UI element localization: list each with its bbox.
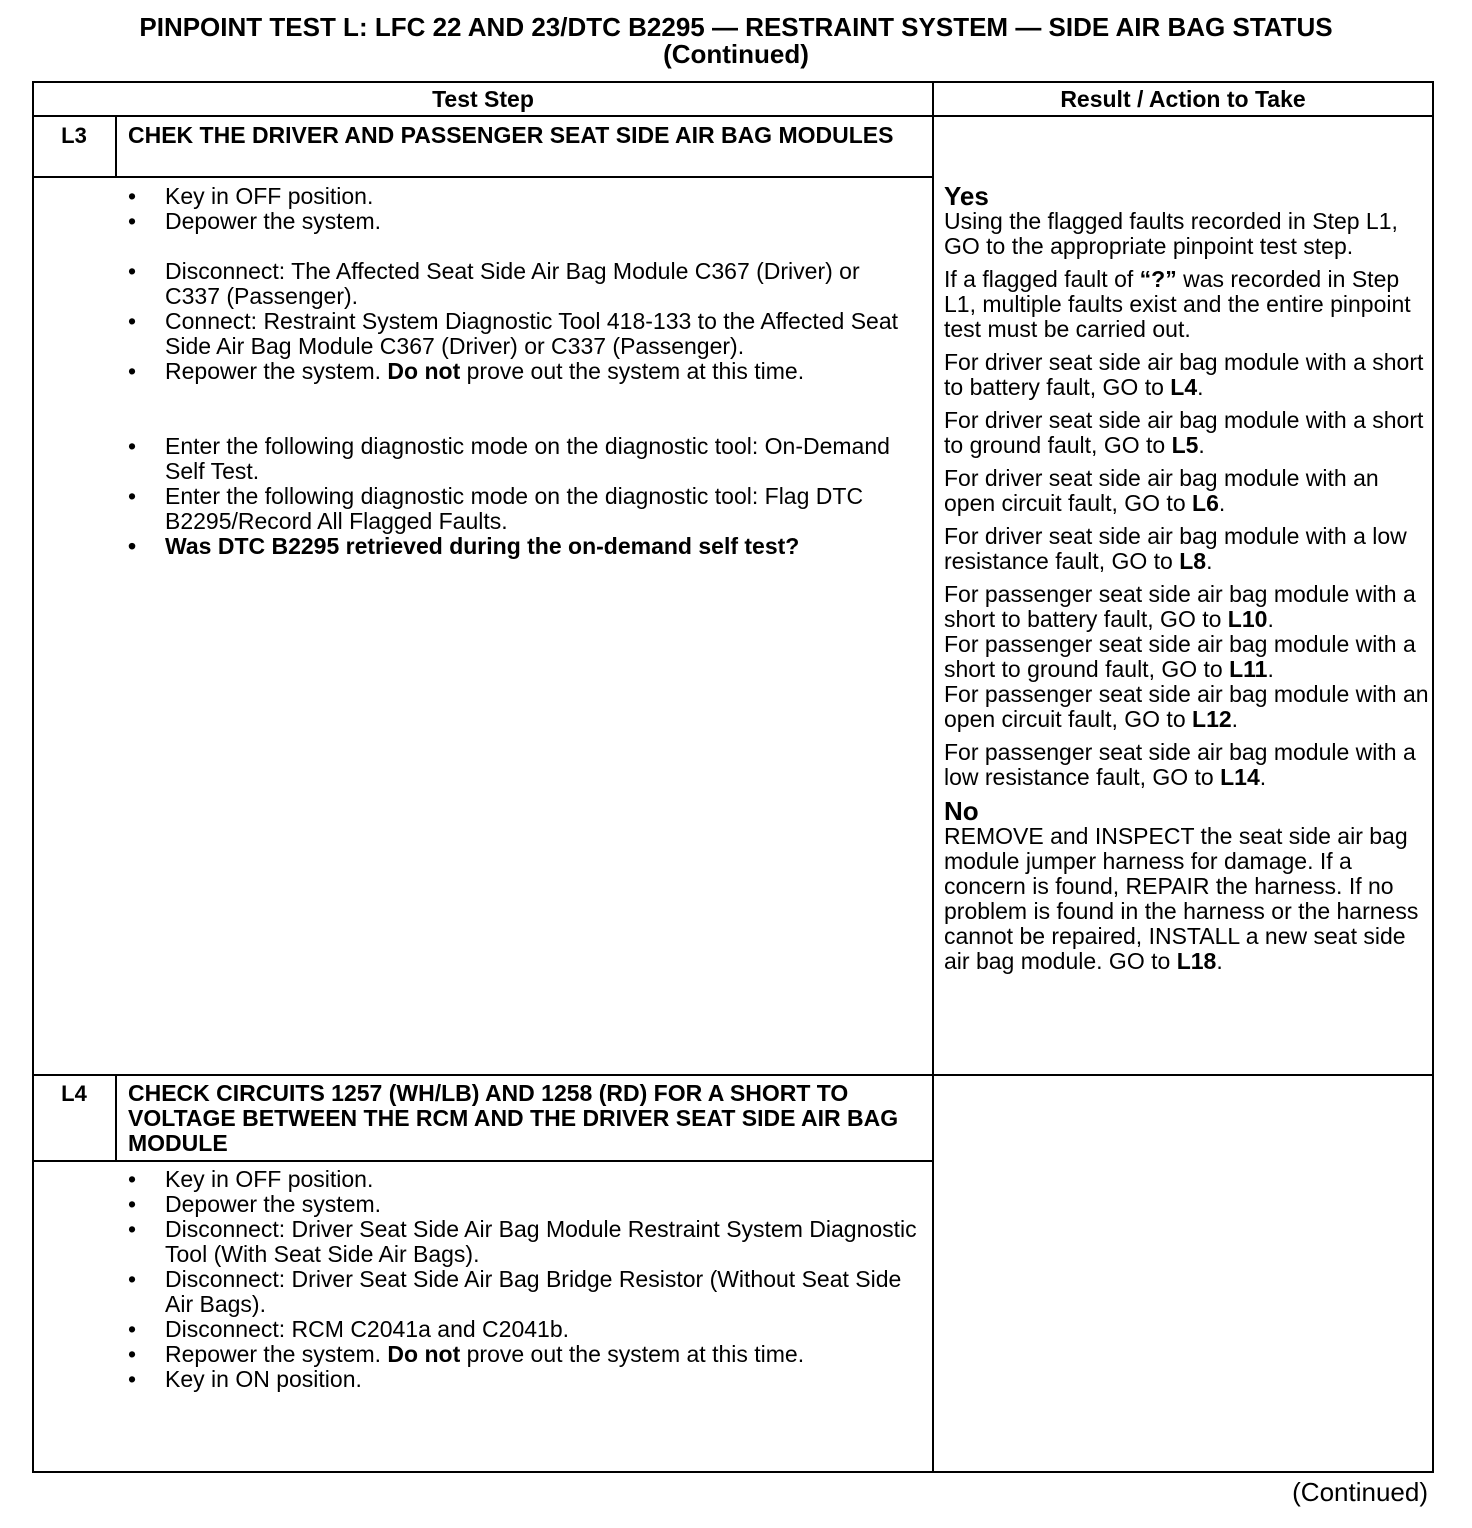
- result-text: For passenger seat side air bag module with a short to ground fault, GO to L11.: [944, 631, 1416, 682]
- list-item: • Repower the system. Do not prove out the system at this time.: [128, 359, 918, 384]
- result-text: Using the flagged faults recorded in Step L1, GO to the appropriate pinpoint test step.: [944, 208, 1398, 259]
- list-item: • Connect: Restraint System Diagnostic Tool 418-133 to the Affected Seat Side Air Bag Module C367 (Driver) or C337 (Passenger).: [128, 309, 918, 359]
- header-test-step: Test Step: [432, 86, 534, 112]
- column-divider: [932, 81, 934, 1473]
- list-item: • Key in ON position.: [128, 1367, 918, 1392]
- title-line-2: (Continued): [663, 39, 809, 69]
- result-text: For driver seat side air bag module with a short to ground fault, GO to L5.: [944, 407, 1424, 458]
- row-divider: [32, 1074, 1434, 1076]
- list-item: • Was DTC B2295 retrieved during the on-demand self test?: [128, 534, 918, 559]
- list-item: • Depower the system.: [128, 209, 918, 234]
- list-item: • Disconnect: The Affected Seat Side Air Bag Module C367 (Driver) or C337 (Passenger).: [128, 259, 918, 309]
- l3-title-divider: [32, 176, 933, 178]
- list-item: • Depower the system.: [128, 1192, 918, 1217]
- no-label: No: [944, 796, 979, 826]
- l4-action-list: [128, 1167, 918, 1392]
- list-item: • Disconnect: RCM C2041a and C2041b.: [128, 1317, 918, 1342]
- result-text: For driver seat side air bag module with a low resistance fault, GO to L8.: [944, 523, 1407, 574]
- list-item: • Key in OFF position.: [128, 184, 918, 209]
- result-text: For driver seat side air bag module with a short to battery fault, GO to L4.: [944, 349, 1424, 400]
- page-title: [0, 14, 1472, 68]
- l3-id-divider: [115, 115, 117, 178]
- result-text: For passenger seat side air bag module with a short to battery fault, GO to L10.: [944, 581, 1416, 632]
- result-text: For passenger seat side air bag module with an open circuit fault, GO to L12.: [944, 681, 1429, 732]
- l4-id-divider: [115, 1074, 117, 1162]
- step-title-l3: CHEK THE DRIVER AND PASSENGER SEAT SIDE AIR BAG MODULES: [128, 122, 894, 148]
- result-text: If a flagged fault of “?” was recorded in Step L1, multiple faults exist and the entire pinpoint test must be carried out.: [944, 266, 1411, 342]
- l3-action-list: [128, 184, 918, 559]
- header-divider: [32, 115, 1434, 117]
- list-item: • Repower the system. Do not prove out the system at this time.: [128, 1342, 918, 1367]
- continued-footer: (Continued): [1292, 1477, 1428, 1507]
- list-item: • Disconnect: Driver Seat Side Air Bag Bridge Resistor (Without Seat Side Air Bags).: [128, 1267, 918, 1317]
- list-item: • Enter the following diagnostic mode on the diagnostic tool: On-Demand Self Test.: [128, 434, 918, 484]
- step-id-l3: L3: [61, 123, 87, 148]
- list-item: • Key in OFF position.: [128, 1167, 918, 1192]
- step-id-l4: L4: [61, 1081, 87, 1106]
- list-item: • Disconnect: Driver Seat Side Air Bag Module Restraint System Diagnostic Tool (With Seat Side Air Bags).: [128, 1217, 918, 1267]
- list-item: • Enter the following diagnostic mode on the diagnostic tool: Flag DTC B2295/Record All Flagged Faults.: [128, 484, 918, 534]
- step-title-l4: CHECK CIRCUITS 1257 (WH/LB) AND 1258 (RD) FOR A SHORT TO VOLTAGE BETWEEN THE RCM AND THE DRIVER SEAT SIDE AIR BAG MODULE: [128, 1080, 899, 1156]
- result-text: REMOVE and INSPECT the seat side air bag module jumper harness for damage. If a concern is found, REPAIR the harness. If no problem is found in the harness or the harness cannot be repaired, INSTALL a new seat side air bag module. GO to L18.: [944, 823, 1419, 974]
- header-result: Result / Action to Take: [1060, 86, 1306, 112]
- result-text: For driver seat side air bag module with an open circuit fault, GO to L6.: [944, 465, 1379, 516]
- result-text: For passenger seat side air bag module with a low resistance fault, GO to L14.: [944, 739, 1416, 790]
- yes-label: Yes: [944, 181, 989, 211]
- l4-title-divider: [32, 1160, 933, 1162]
- title-line-1: PINPOINT TEST L: LFC 22 AND 23/DTC B2295 — RESTRAINT SYSTEM — SIDE AIR BAG STATUS: [139, 12, 1333, 42]
- l3-result: [944, 183, 1432, 982]
